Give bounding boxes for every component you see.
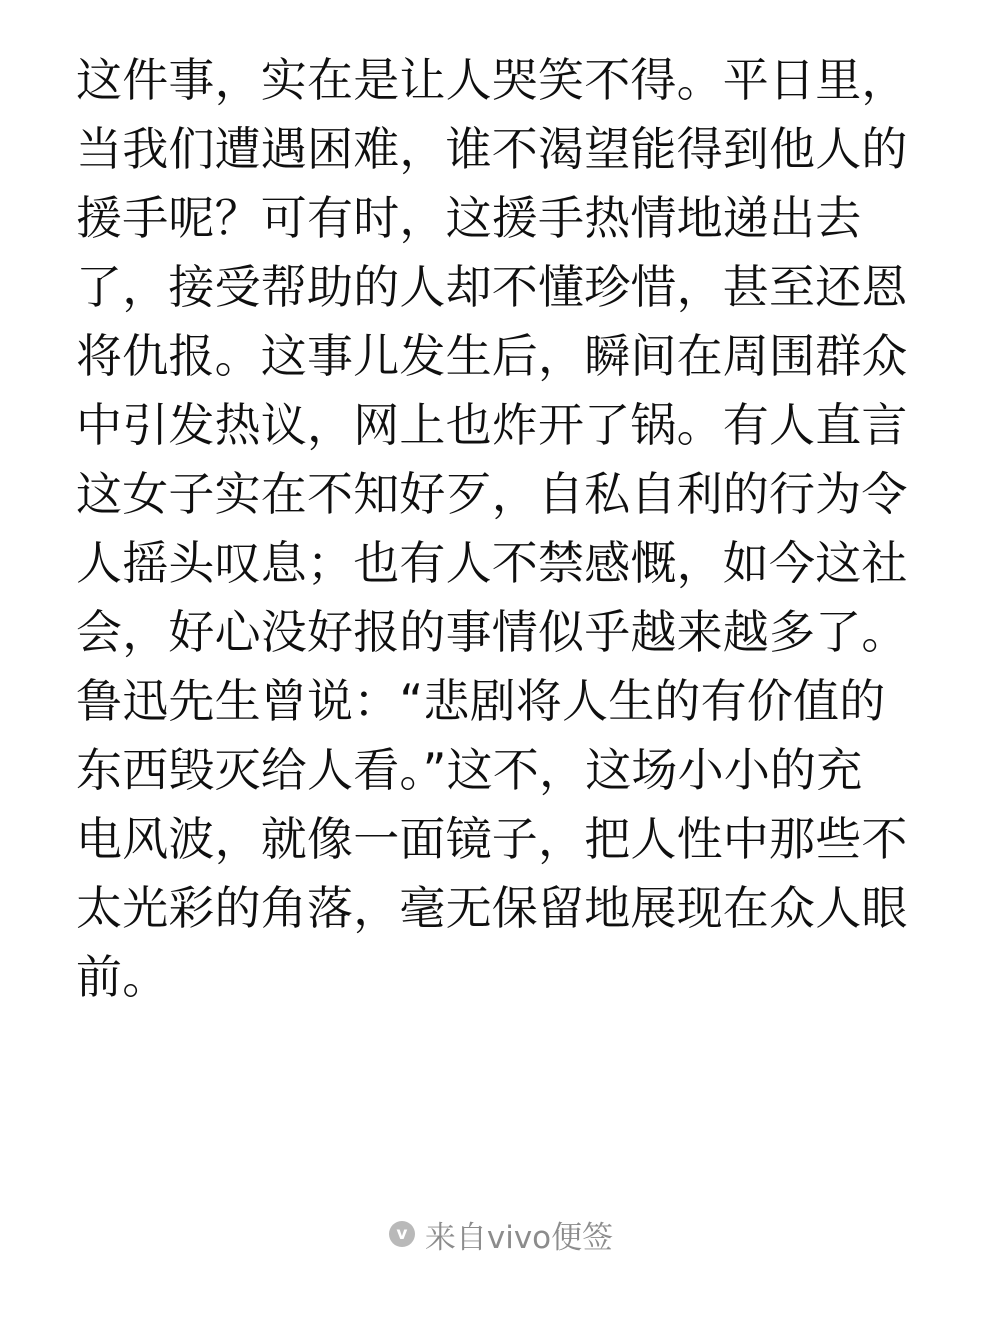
source-label: 来自vivo便签 bbox=[424, 1219, 614, 1256]
note-line: 人摇头叹息；也有人不禁感慨，如今这社 bbox=[76, 536, 908, 590]
vivo-logo-icon: v bbox=[389, 1221, 415, 1247]
note-line: 会，好心没好报的事情似乎越来越多了。 bbox=[76, 605, 908, 659]
note-body bbox=[76, 46, 956, 1012]
note-line: 前。 bbox=[76, 950, 169, 1004]
note-line: 援手呢？可有时，这援手热情地递出去 bbox=[76, 191, 862, 245]
note-line: 太光彩的角落，毫无保留地展现在众人眼 bbox=[76, 881, 908, 935]
note-line: 鲁迅先生曾说：“悲剧将人生的有价值的 bbox=[76, 674, 886, 728]
note-line: 电风波，就像一面镜子，把人性中那些不 bbox=[76, 812, 908, 866]
note-line: 将仇报。这事儿发生后，瞬间在周围群众 bbox=[76, 329, 908, 383]
note-line: 东西毁灭给人看。”这不，这场小小的充 bbox=[76, 743, 863, 797]
note-line: 这女子实在不知好歹，自私自利的行为令 bbox=[76, 467, 908, 521]
note-line: 当我们遭遇困难，谁不渴望能得到他人的 bbox=[76, 122, 908, 176]
note-line: 了，接受帮助的人却不懂珍惜，甚至还恩 bbox=[76, 260, 908, 314]
note-line: 这件事，实在是让人哭笑不得。平日里， bbox=[76, 53, 908, 107]
source-footer bbox=[0, 1210, 1002, 1258]
note-line: 中引发热议，网上也炸开了锅。有人直言 bbox=[76, 398, 908, 452]
